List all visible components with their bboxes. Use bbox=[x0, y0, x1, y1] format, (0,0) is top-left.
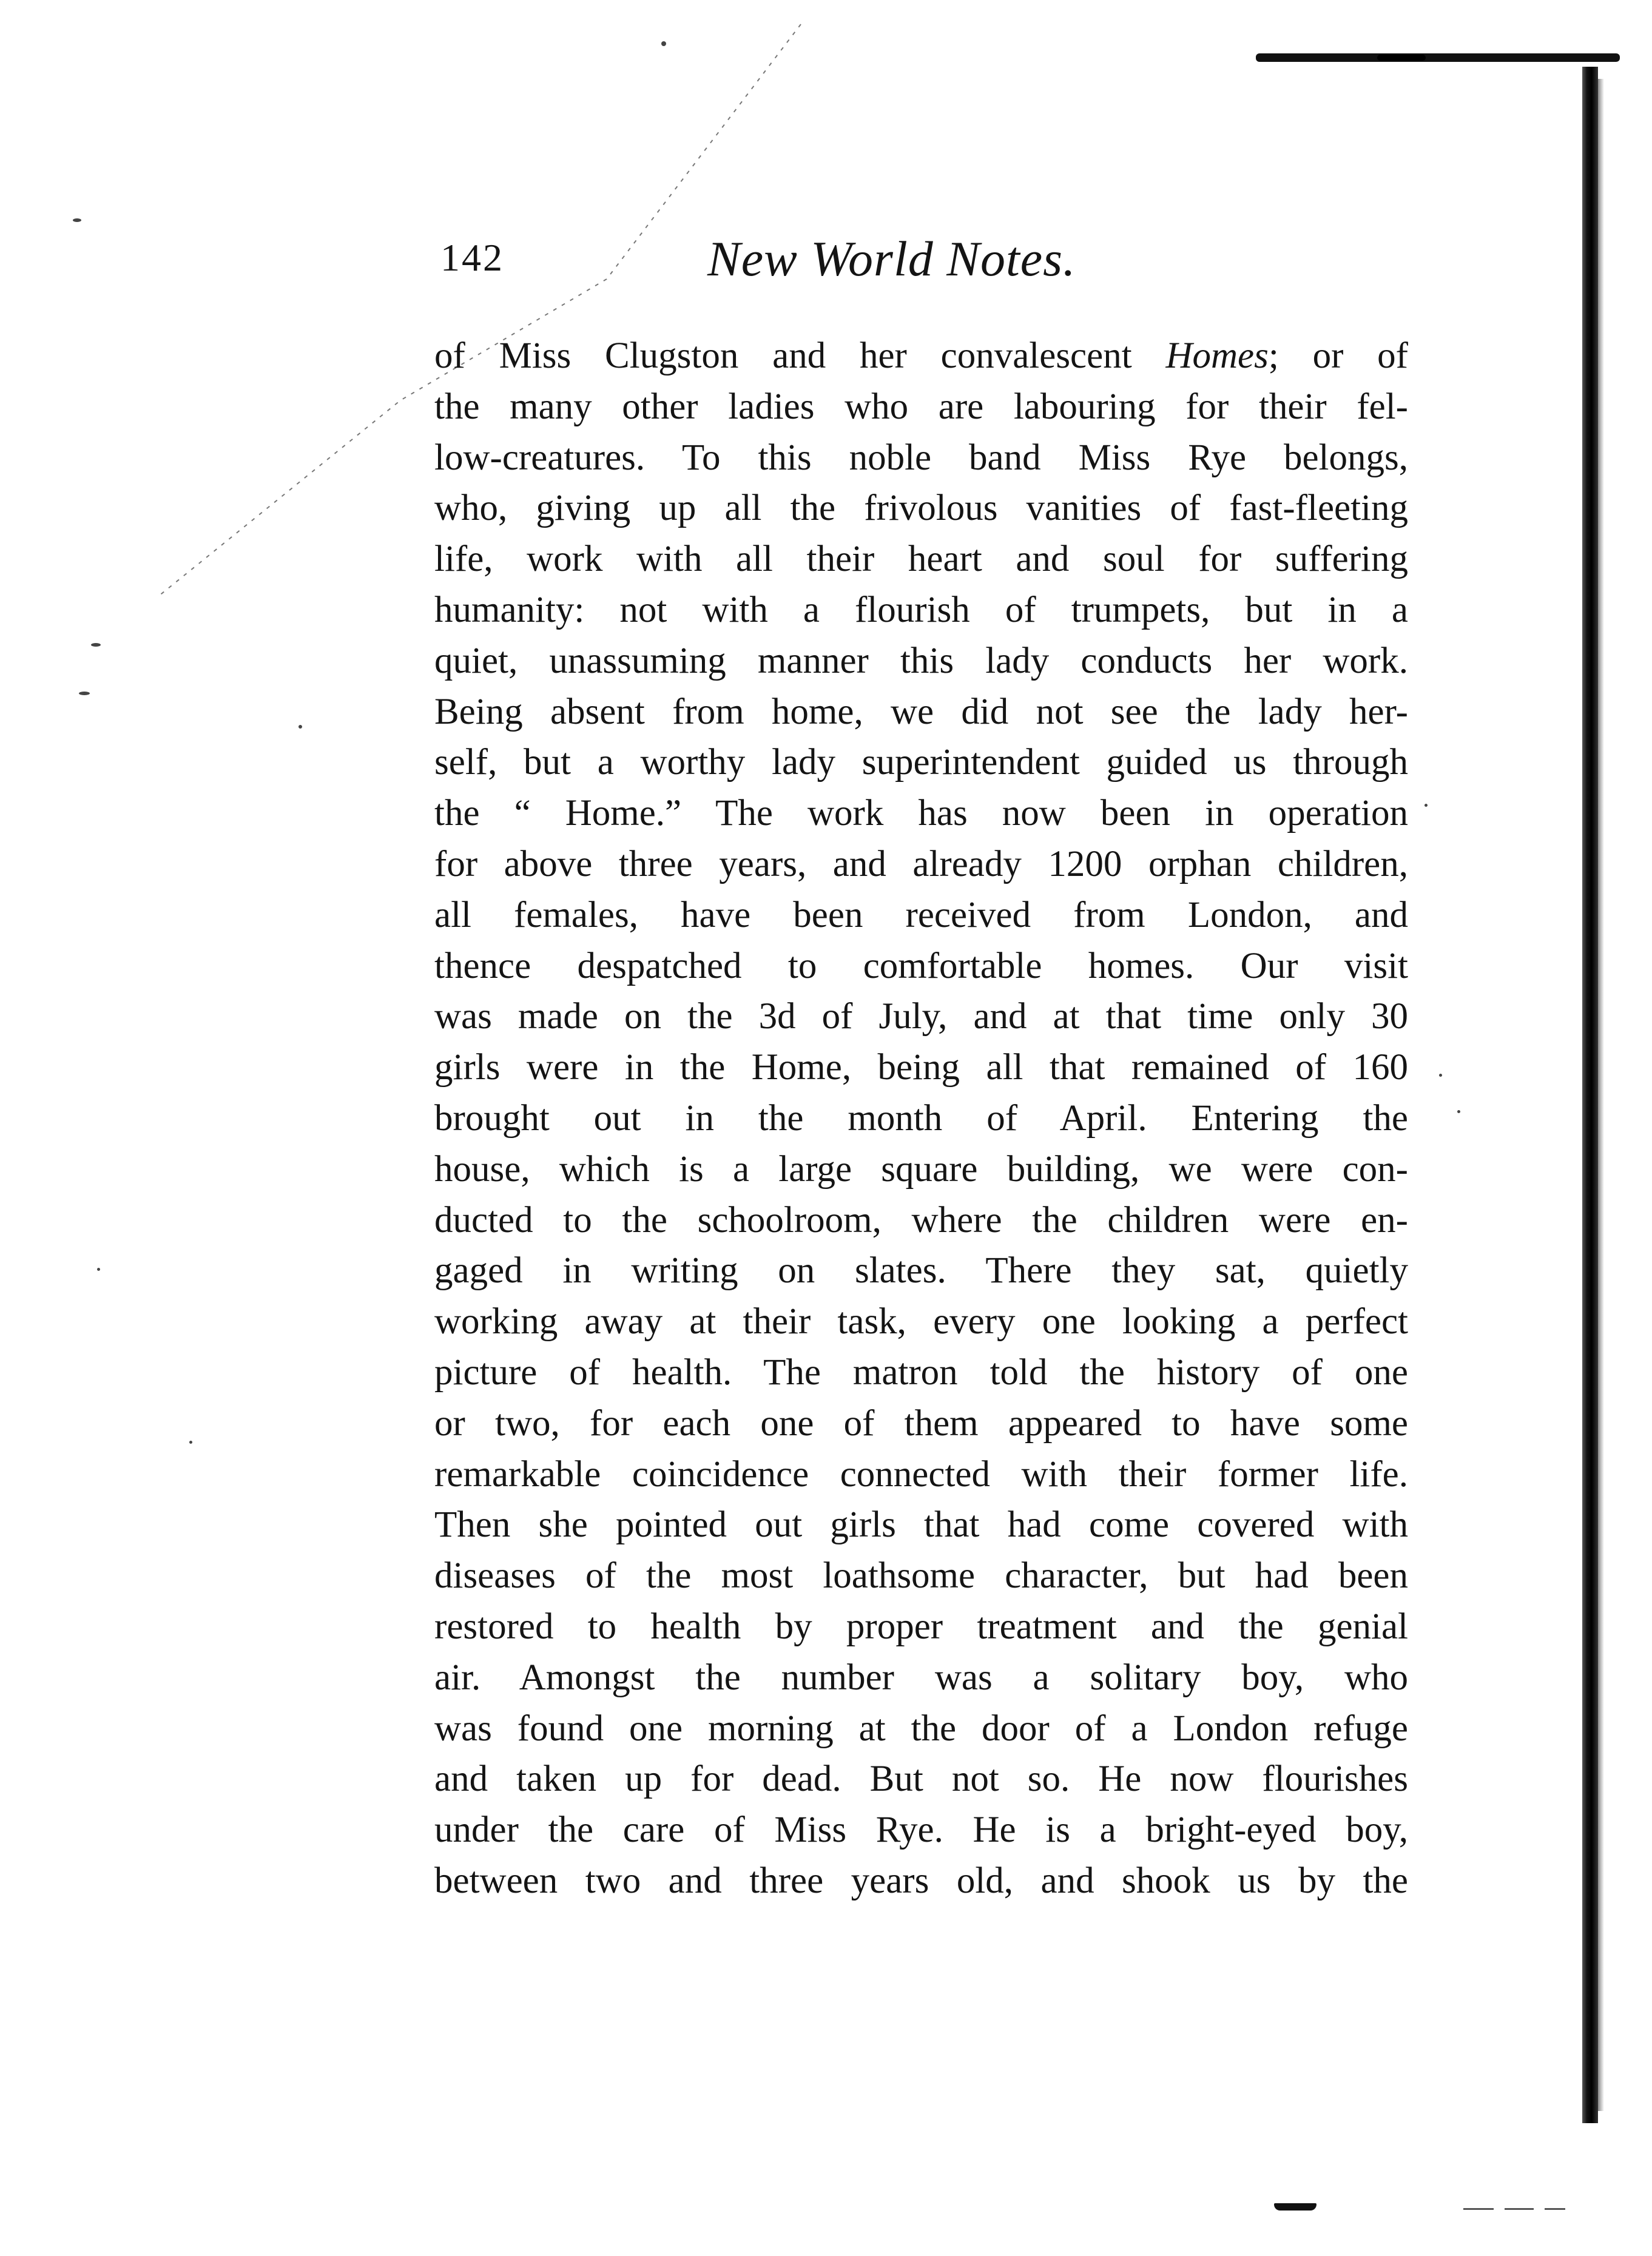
text-line: girls were in the Home, being all that remained of 160 bbox=[434, 1047, 1408, 1088]
spine-gradient bbox=[1598, 79, 1604, 2111]
text-line: Then she pointed out girls that had come covered with bbox=[434, 1504, 1408, 1546]
dust-speck bbox=[189, 1441, 192, 1444]
text-line: gaged in writing on slates. There they sat, quietly bbox=[434, 1250, 1408, 1291]
book-spine-shadow bbox=[1582, 67, 1598, 2123]
text-line: remarkable coincidence connected with their former life. bbox=[434, 1453, 1408, 1495]
text-line: humanity: not with a flourish of trumpets, but in a bbox=[434, 589, 1408, 630]
dust-speck bbox=[97, 1268, 100, 1271]
text-line: life, work with all their heart and soul for suffering bbox=[434, 539, 1408, 580]
text-line: between two and three years old, and shook us by the bbox=[434, 1860, 1408, 1901]
text-line: restored to health by proper treatment and the genial bbox=[434, 1606, 1408, 1647]
text-line: all females, have been received from London, and bbox=[434, 894, 1408, 935]
text-line: working away at their task, every one looking a perfect bbox=[434, 1301, 1408, 1342]
text-line: low-creatures. To this noble band Miss Rye belongs, bbox=[434, 437, 1408, 478]
text-line: ducted to the schoolroom, where the children were en- bbox=[434, 1199, 1408, 1241]
bottom-dash-mark bbox=[1463, 2208, 1494, 2210]
text-line: who, giving up all the frivolous vanities of fast-fleeting bbox=[434, 488, 1408, 529]
text-line: and taken up for dead. But not so. He now flourishes bbox=[434, 1759, 1408, 1800]
dust-speck bbox=[73, 218, 81, 222]
text-line: the many other ladies who are labouring for their fel- bbox=[434, 386, 1408, 427]
text-line: air. Amongst the number was a solitary boy, who bbox=[434, 1657, 1408, 1698]
dust-speck bbox=[1439, 1074, 1442, 1077]
dust-speck bbox=[298, 725, 302, 729]
text-line: picture of health. The matron told the history of one bbox=[434, 1352, 1408, 1393]
text-segment: of Miss Clugston and her convalescent bbox=[434, 335, 1166, 376]
text-line bbox=[434, 331, 1408, 382]
dust-speck bbox=[79, 692, 90, 695]
body-text bbox=[434, 331, 1408, 1907]
text-line: diseases of the most loathsome character, but had been bbox=[434, 1555, 1408, 1597]
text-line: thence despatched to comfortable homes. Our visit bbox=[434, 945, 1408, 986]
text-line: under the care of Miss Rye. He is a bright-eyed boy, bbox=[434, 1810, 1408, 1851]
binding-edge-mark bbox=[1256, 53, 1620, 62]
text-line: house, which is a large square building, we were con- bbox=[434, 1148, 1408, 1190]
text-line: was made on the 3d of July, and at that time only 30 bbox=[434, 996, 1408, 1037]
dust-speck bbox=[661, 41, 666, 46]
bottom-dash-mark bbox=[1545, 2208, 1565, 2210]
running-title: New World Notes. bbox=[707, 231, 1076, 286]
italic-word: Homes bbox=[1165, 335, 1269, 376]
bottom-dash-mark bbox=[1505, 2208, 1534, 2210]
dust-speck bbox=[1424, 804, 1428, 807]
text-segment: ; or of bbox=[1268, 335, 1408, 376]
text-line: quiet, unassuming manner this lady conducts her work. bbox=[434, 640, 1408, 681]
page-number: 142 bbox=[440, 236, 504, 279]
dust-speck bbox=[91, 643, 101, 647]
text-line: Being absent from home, we did not see the lady her- bbox=[434, 691, 1408, 732]
text-line: was found one morning at the door of a London refuge bbox=[434, 1708, 1408, 1749]
text-line: self, but a worthy lady superintendent guided us through bbox=[434, 742, 1408, 783]
ink-blot-mark bbox=[1274, 2203, 1317, 2211]
text-line: brought out in the month of April. Entering the bbox=[434, 1097, 1408, 1139]
text-line: or two, for each one of them appeared to have some bbox=[434, 1402, 1408, 1444]
text-line: the “ Home.” The work has now been in operation bbox=[434, 793, 1408, 834]
text-line: for above three years, and already 1200 orphan children, bbox=[434, 843, 1408, 884]
running-head bbox=[440, 231, 1411, 297]
dust-speck bbox=[1457, 1110, 1460, 1113]
